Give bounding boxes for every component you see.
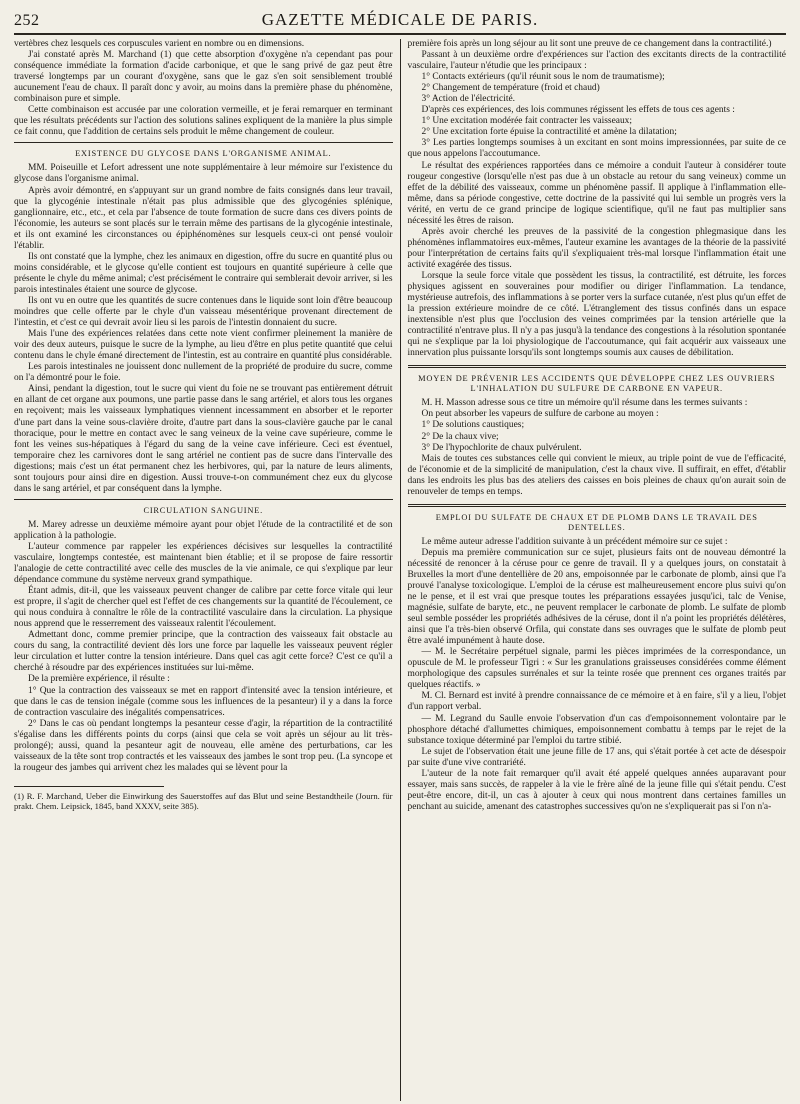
footnote-rule [14,786,164,787]
paragraph: D'après ces expériences, des lois communes régissent les effets de tous ces agents : [421,105,735,116]
paragraph: Après avoir cherché les preuves de la passivité de la congestion phlegmasique dans les phénomènes inflammatoires eux-mêmes, l'auteur examine les avantages de la théorie de la passivité pour l'interprétation de certains faits qu'il s'expliquaient très-mal lorsque l'inflammation était une activité exagérée des tissus. [407,226,786,270]
paragraph: Depuis ma première communication sur ce sujet, plusieurs faits ont de nouveau démontré la nécessité de renoncer à la céruse pour ce genre de travail. Il y a quelques jours, on constatait à Bruxelles la mort d'une dentellière de 20 ans, empoisonnée par le carbonate de plomb, ainsi que l'a prouvé l'analyse toxicologique. L'emploi de la céruse est malheureusement encore plus suivi qu'on ne le pense, et il est vrai que presque toutes les préparations essayées jusqu'ici, talc de Venise, magnésie, sulfate de baryte, etc., ne peuvent remplacer le carbonate de plomb. Le sulfate de plomb seul semble posséder les propriétés adhésives de la céruse, dont il n'a point les propriétés délétères, ainsi que l'a très-bien observé Orfila, qui constate dans ses ouvrages que le sulfate de plomb peut être avalé impunément à haute dose. [407,547,786,647]
paragraph: MM. Poiseuille et Lefort adressent une note supplémentaire à leur mémoire sur l'existence du glycose dans l'organisme animal. [14,163,393,185]
paragraph: M. Marey adresse un deuxième mémoire ayant pour objet l'étude de la contractilité et de son application à la pathologie. [14,519,393,541]
paragraph: Admettant donc, comme premier principe, que la contraction des vaisseaux fait obstacle au cours du sang, la contractilité devient dès lors une force par laquelle les vaisseaux peuvent régler leur circulation et lutter contre la tension intérieure. Dans quel cas agit cette force? C'est ce qu'il a cherché à résoudre par des expériences instituées sur lui-même. [14,630,393,674]
header-rule [14,33,786,35]
section-heading: CIRCULATION SANGUINE. [143,505,264,515]
journal-title: GAZETTE MÉDICALE DE PARIS. [261,10,539,29]
list-item: 3° De l'hypochlorite de chaux pulvérulent. [421,442,582,453]
paragraph: vertèbres chez lesquels ces corpuscules varient en nombre ou en dimensions. [14,39,305,49]
paragraph: — M. Legrand du Saulle envoie l'observation d'un cas d'empoisonnement volontaire par le phosphore détaché d'allumettes chimiques, empoisonnement combattu à temps par le rejet de la substance toxique déterminé par l'emploi du tartre stibié. [407,713,786,746]
paragraph: L'auteur commence par rappeler les expériences décisives sur lesquelles la contractilité vasculaire, longtemps contestée, est maintenant bien établie; et il se propose de faire ressortir l'analogie de cette contractilité avec celle des muscles de la vie animale, ce qui s'explique par leur dépendance commune du système nerveux grand sympathique. [14,541,393,586]
paragraph: Ils ont constaté que la lymphe, chez les animaux en digestion, offre du sucre en quantité plus ou moins considérable, et le glycose qu'elle contient est toujours en quantité supérieure à celle que présente le chyle du même animal; c'est précisément le contraire qui semblerait devoir arriver, si les parois intestinales étaient une source de glycose. [14,251,393,295]
paragraph: Cette combinaison est accusée par une coloration vermeille, et je ferai remarquer en terminant que les résultats précédents sur l'action des solutions salines expliquent de la manière la plus simple ce fait connu, que l'addition de certains sels produit le même changement de couleur. [14,105,393,138]
list-item: 3° Action de l'électricité. [421,94,516,105]
left-column [14,39,400,1101]
list-item: 3° Les parties longtemps soumises à un excitant en sont moins impressionnées, par suite de ce que nous appelons l'accoutumance. [407,138,786,160]
paragraph: Passant à un deuxième ordre d'expériences sur l'action des excitants directs de la contractilité vasculaire, l'auteur n'étudie que les principaux : [407,50,786,72]
paragraph: J'ai constaté après M. Marchand (1) que cette absorption d'oxygène n'a cependant pas pour conséquence immédiate la formation d'acide carbonique, et que le sang privé de gaz peut être traversé longtemps par un courant d'oxygène, sans que le gaz s'en soit sensiblement troublé aucunement l'eau de chaux. Il paraît donc y avoir, au moins dans la première phase du phénomène, combinaison pure et simple. [14,50,393,105]
list-item: 1° De solutions caustiques; [421,420,525,431]
paragraph: M. Cl. Bernard est invité à prendre connaissance de ce mémoire et à en faire, s'il y a lieu, l'objet d'un rapport verbal. [407,691,786,713]
columns [14,39,786,1101]
paragraph: L'auteur de la note fait remarquer qu'il avait été appelé quelques années auparavant pour essayer, mais sans succès, de rappeler à la vie le frère aîné de la jeune fille qui s'était pendu. C'est peut-être encore, dit-il, un cas à ajouter à ceux qui nous montrent dans certaines familles un penchant au suicide, amenant des catastrophes successives qu'on ne s'expliquerait pas si l'on n'a- [407,768,786,812]
paragraph: — M. le Secrétaire perpétuel signale, parmi les pièces imprimées de la correspondance, un opuscule de M. le professeur Tigri : « Sur les granulations graisseuses considérées comme élément morphologique des capsules surrénales et sur la teinte rosée que prennent ces organes traités par quelques réactifs. » [407,647,786,691]
paragraph: Ainsi, pendant la digestion, tout le sucre qui vient du foie ne se trouvant pas entièrement détruit en allant de cet organe aux poumons, une partie passe dans le sang artériel, et alors tous les organes en reçoivent; mais les vaisseaux lymphatiques viennent incessamment en absorber et le reporter d'une part dans la veine sous-clavière droite, d'autre part dans la sous-clavière gauche par le canal thoracique, pour le mettre en contact avec le sang veineux de la veine cave supérieure, comme le font les veines sus-hépatiques à l'égard du sang de la veine cave inférieure. Ceci est éventuel, temporaire chez les carnivores dont le sang artériel ne contient pas de sucre dans l'intervalle des digestions; mais c'est un état permanent chez les herbivores, qui, par la nature de leurs aliments, sont toujours pour ainsi dire en digestion. Aussi trouve-t-on communément chez eux du glycose dans le sang artériel, et par conséquent dans la lymphe. [14,384,393,494]
paragraph: Mais l'une des expériences relatées dans cette note vient confirmer pleinement la manière de voir des deux auteurs, puisque le sucre de la lymphe, au lieu d'être en plus petite quantité que celui contenu dans le chyle émané directement de l'intestin, est au contraire en quantité plus considérable. [14,329,393,362]
paragraph: Après avoir démontré, en s'appuyant sur un grand nombre de faits consignés dans leur travail, que la glycogénie intestinale n'était pas plus admissible que des glycogénies splénique, ganglionnaire, etc., etc., et cela par l'absence de toute formation de sucre dans ces divers points de l'économie, les auteurs se sont placés sur le terrain même des partisans de la glycogénie intestinale, et ils ont examiné les circonstances ou épiphénomènes sur lesquels ceux-ci ont pensé vouloir l'établir. [14,185,393,251]
paragraph: Étant admis, dit-il, que les vaisseaux peuvent changer de calibre par cette force vitale qui leur est propre, il s'agit de chercher quel est l'effet de ces changements sur la quantité de l'écoulement, ce qui nous conduira à connaître le rôle de la contractilité vasculaire dans la circulation. La physique nous apprend que le resserrement des vaisseaux ralentit l'écoulement. [14,586,393,630]
section-heading: MOYEN DE PRÉVENIR LES ACCIDENTS QUE DÉVELOPPE CHEZ LES OUVRIERS L'INHALATION DU SULFURE DE CARBONE EN VAPEUR. [418,374,776,394]
section-divider [408,504,787,507]
section-divider [14,499,393,500]
paragraph: 1° Que la contraction des vaisseaux se met en rapport d'intensité avec la tension intérieure, et que dans le cas de tension inégale (comme sous les influences de la pesanteur) il y a dans la force de contraction vasculaire des inégalités compensatrices. [14,685,393,718]
footnote: (1) R. F. Marchand, Ueber die Einwirkung des Sauerstoffes auf das Blut und seine Bestandtheile (Journ. für prakt. Chem. Leipsick, 1845, band XXXV, seite 385). [14,790,393,811]
paragraph: Mais de toutes ces substances celle qui convient le mieux, au triple point de vue de l'efficacité, de l'économie et de la simplicité de manipulation, c'est la chaux vive. Il suffirait, en effet, d'établir dans les endroits les plus bas des ateliers des caisses en bois pleines de chaux qu'on aurait soin de renouveler de temps en temps. [407,453,786,497]
page-header [14,10,786,30]
section-heading: EMPLOI DU SULFATE DE CHAUX ET DE PLOMB DANS LE TRAVAIL DES DENTELLES. [435,512,758,532]
paragraph: Le sujet de l'observation était une jeune fille de 17 ans, qui s'était portée à cet acte de désespoir par suite d'une vive contrariété. [407,746,786,768]
paragraph: 2° Dans le cas où pendant longtemps la pesanteur cesse d'agir, la répartition de la contractilité s'égalise dans les différents points du corps (ainsi que cela se voit après un séjour au lit très-prolongé); aussi, quand la pesanteur agit de nouveau, elle amène des perturbations, car les vaisseaux de la tête sont trop contractés et les vaisseaux des jambes le sont trop peu. (La syncope et la rougeur des jambes qui arrivent chez les malades qui se lèvent pour la [14,718,393,773]
paragraph: Le résultat des expériences rapportées dans ce mémoire a conduit l'auteur à considérer toute rougeur congestive (lorsqu'elle n'est pas due à un obstacle au retour du sang veineux) comme un effet de la débilité des vaisseaux, comme un phénomène passif. Il applique à l'inflammation elle-même, dans sa période congestive, cette doctrine de la passivité qui lui semble un progrès vers la vérité, en vertu de ce grand principe de logique scientifique, qu'il ne faut pas multiplier sans nécessité les êtres de raison. [407,160,786,226]
paragraph: Le même auteur adresse l'addition suivante à un précédent mémoire sur ce sujet : [421,536,728,547]
section-heading: EXISTENCE DU GLYCOSE DANS L'ORGANISME ANIMAL. [75,149,332,159]
page-number: 252 [14,12,40,29]
paragraph: Lorsque la seule force vitale que possèdent les tissus, la contractilité, est détruite, les forces physiques agissent en souveraines pour modifier ou diriger l'inflammation. La tendance, mystérieuse autrefois, des inflammations à se porter vers la surface cutanée, n'est plus qu'un effet de la pression extérieure moindre de ce côté. L'étranglement des tissus confinés dans un espace inextensible n'est plus que l'occlusion des veines comprimées par la tension artérielle que la contractilité n'entrave plus. Il n'y a pas jusqu'à la tendance des congestions à la résolution spontanée qui ne s'explique par la loi physiologique de l'accoutumance, qui fait acquérir aux vaisseaux une innervation plus puissante lorsqu'ils sont longtemps soumis aux causes de débilitation. [407,270,786,359]
paragraph: M. H. Masson adresse sous ce titre un mémoire qu'il résume dans les termes suivants : [421,398,748,409]
paragraph: De la première expérience, il résulte : [28,674,170,685]
paragraph: Les parois intestinales ne jouissent donc nullement de la propriété de produire du sucre, comme on l'a démontré pour le foie. [14,362,393,384]
paragraph: première fois après un long séjour au lit sont une preuve de ce changement dans la contractilité.) [407,39,772,49]
list-item: 1° Une excitation modérée fait contracter les vaisseaux; [421,116,633,127]
right-column [401,39,787,1101]
paragraph: Ils ont vu en outre que les quantités de sucre contenues dans le liquide sont loin d'être beaucoup moindres que celle offerte par le chyle d'un vaisseau mésentérique provenant directement de l'intestin, et c'est ce qui devrait avoir lieu si les parois de l'intestin donnaient du sucre. [14,295,393,329]
list-item: 2° Une excitation forte épuise la contractilité et amène la dilatation; [421,127,677,138]
list-item: 2° Changement de température (froid et chaud) [421,83,600,94]
list-item: 1° Contacts extérieurs (qu'il réunit sous le nom de traumatisme); [421,72,665,83]
section-divider [14,142,393,143]
section-divider [408,365,787,368]
paragraph: On peut absorber les vapeurs de sulfure de carbone au moyen : [421,409,659,420]
list-item: 2° De la chaux vive; [421,431,499,442]
